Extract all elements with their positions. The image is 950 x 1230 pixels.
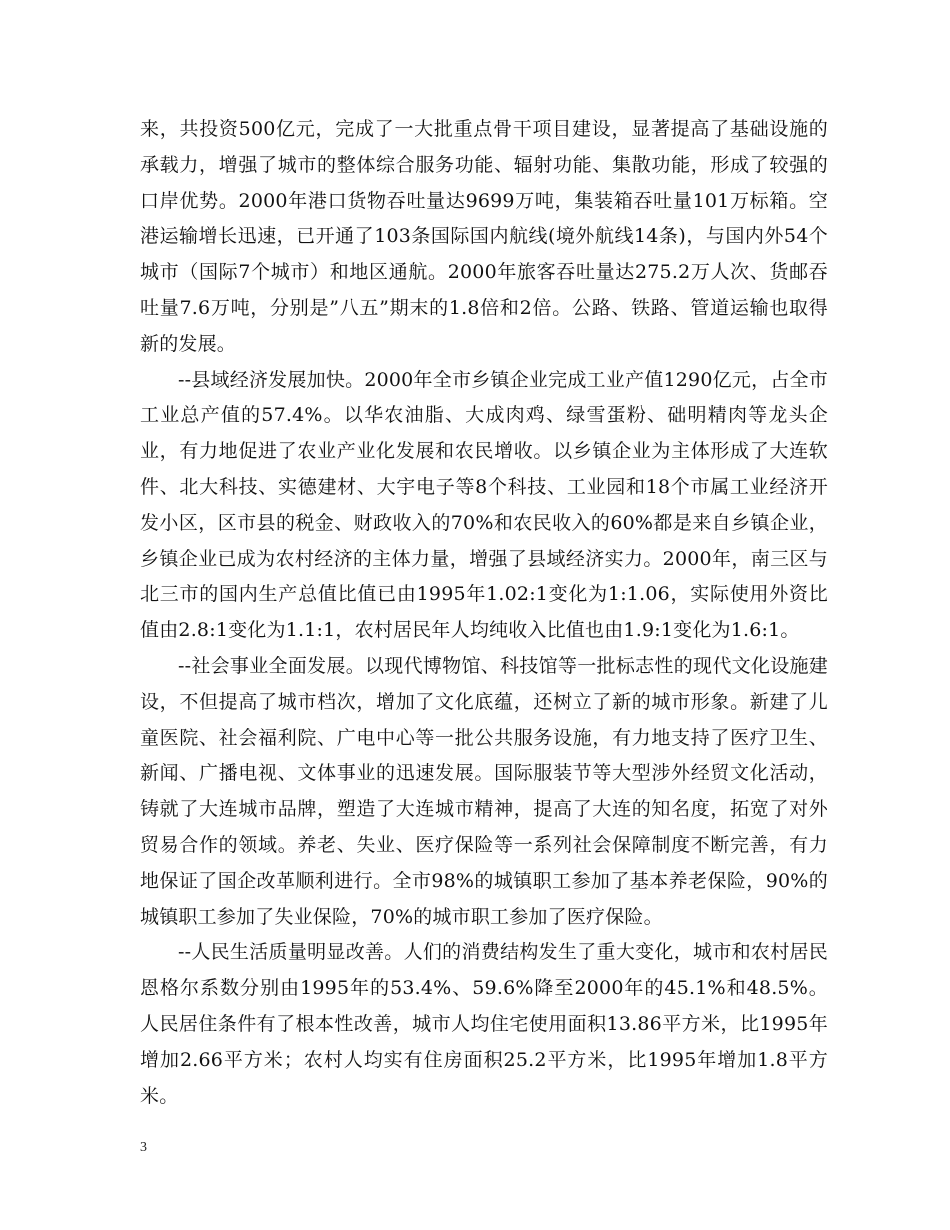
document-body [140,112,828,1114]
paragraph-county-economy: --县域经济发展加快。2000年全市乡镇企业完成工业产值1290亿元，占全市工业总产值的57.4%。以华农油脂、大成肉鸡、绿雪蛋粉、础明精肉等龙头企业，有力地促进了农业产业化发展和农民增收。以乡镇企业为主体形成了大连软件、北大科技、实德建材、大宇电子等8个科技、工业园和18个市属工业经济开发小区，区市县的税金、财政收入的70%和农民收入的60%都是来自乡镇企业，乡镇企业已成为农村经济的主体力量，增强了县域经济实力。2000年，南三区与北三市的国内生产总值比值已由1995年1.02:1变化为1:1.06，实际使用外资比值由2.8:1变化为1.1:1，农村居民年人均纯收入比值也由1.9:1变化为1.6:1。 [140,368,828,642]
page-number: 3 [140,1140,147,1155]
paragraph-port-transport: 来，共投资500亿元，完成了一大批重点骨干项目建设，显著提高了基础设施的承载力，增强了城市的整体综合服务功能、辐射功能、集散功能，形成了较强的口岸优势。2000年港口货物吞吐量达9699万吨，集装箱吞吐量101万标箱。空港运输增长迅速，已开通了103条国际国内航线(境外航线14条)，与国内外54个城市（国际7个城市）和地区通航。2000年旅客吞吐量达275.2万人次、货邮吞吐量7.6万吨，分别是”八五”期末的1.8倍和2倍。公路、铁路、管道运输也取得新的发展。 [140,118,828,355]
paragraph-living-quality: --人民生活质量明显改善。人们的消费结构发生了重大变化，城市和农村居民恩格尔系数分别由1995年的53.4%、59.6%降至2000年的45.1%和48.5%。人民居住条件有了根本性改善，城市人均住宅使用面积13.86平方米，比1995年增加2.66平方米；农村人均实有住房面积25.2平方米，比1995年增加1.8平方米。 [140,941,828,1107]
paragraph-social-development: --社会事业全面发展。以现代博物馆、科技馆等一批标志性的现代文化设施建设，不但提高了城市档次，增加了文化底蕴，还树立了新的城市形象。新建了儿童医院、社会福利院、广电中心等一批公共服务设施，有力地支持了医疗卫生、新闻、广播电视、文体事业的迅速发展。国际服装节等大型涉外经贸文化活动，铸就了大连城市品牌，塑造了大连城市精神，提高了大连的知名度，拓宽了对外贸易合作的领域。养老、失业、医疗保险等一系列社会保障制度不断完善，有力地保证了国企改革顺利进行。全市98%的城镇职工参加了基本养老保险，90%的城镇职工参加了失业保险，70%的城市职工参加了医疗保险。 [140,654,828,928]
